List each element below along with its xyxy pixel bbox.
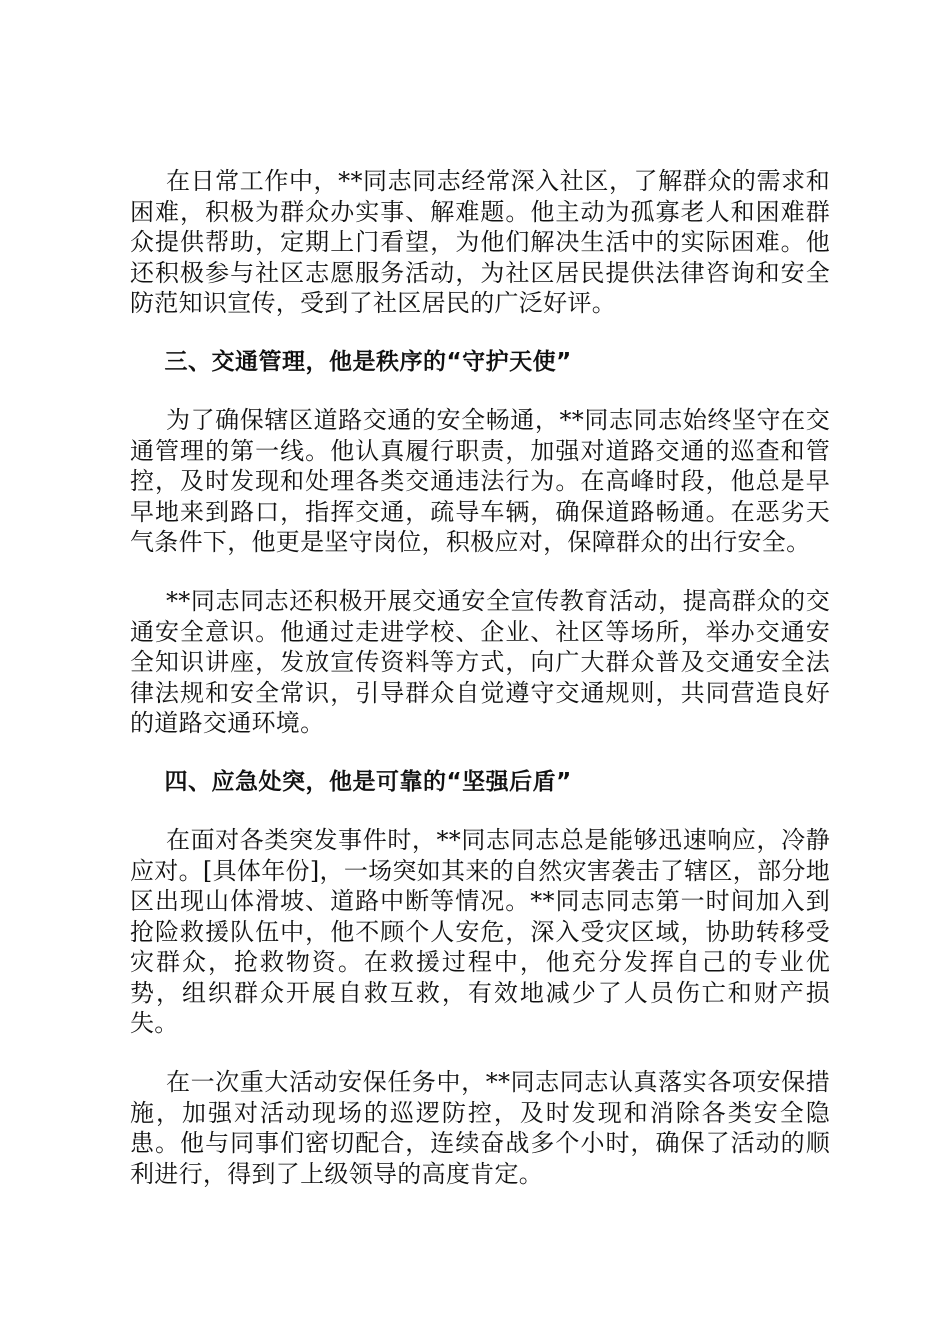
paragraph-traffic-management: 为了确保辖区道路交通的安全畅通，**同志同志始终坚守在交通管理的第一线。他认真履行职责，加强对道路交通的巡查和管控，及时发现和处理各类交通违法行为。在高峰时段，他总是早早地来到路口，指挥交通，疏导车辆，确保道路畅通。在恶劣天气条件下，他更是坚守岗位，积极应对，保障群众的出行安全。 xyxy=(130,405,830,557)
paragraph-community-work: 在日常工作中，**同志同志经常深入社区，了解群众的需求和困难，积极为群众办实事、解难题。他主动为孤寡老人和困难群众提供帮助，定期上门看望，为他们解决生活中的实际困难。他还积极参与社区志愿服务活动，为社区居民提供法律咨询和安全防范知识宣传，受到了社区居民的广泛好评。 xyxy=(130,167,830,318)
paragraph-security-task: 在一次重大活动安保任务中，**同志同志认真落实各项安保措施，加强对活动现场的巡逻防控，及时发现和消除各类安全隐患。他与同事们密切配合，连续奋战多个小时，确保了活动的顺利进行，得到了上级领导的高度肯定。 xyxy=(130,1068,830,1188)
document-body xyxy=(130,166,830,1217)
section-heading-traffic: 三、交通管理，他是秩序的“守护天使” xyxy=(164,348,572,375)
section-heading-emergency: 四、应急处突，他是可靠的“坚强后盾” xyxy=(164,768,572,795)
paragraph-traffic-education: **同志同志还积极开展交通安全宣传教育活动，提高群众的交通安全意识。他通过走进学校、企业、社区等场所，举办交通安全知识讲座，发放宣传资料等方式，向广大群众普及交通安全法律法规和安全常识，引导群众自觉遵守交通规则，共同营造良好的道路交通环境。 xyxy=(130,586,830,738)
paragraph-emergency-response: 在面对各类突发事件时，**同志同志总是能够迅速响应，冷静应对。[具体年份]，一场突如其来的自然灾害袭击了辖区，部分地区出现山体滑坡、道路中断等情况。**同志同志第一时间加入到抢险救援队伍中，他不顾个人安危，深入受灾区域，协助转移受灾群众，抢救物资。在救援过程中，他充分发挥自己的专业优势，组织群众开展自救互救，有效地减少了人员伤亡和财产损失。 xyxy=(130,825,830,1038)
